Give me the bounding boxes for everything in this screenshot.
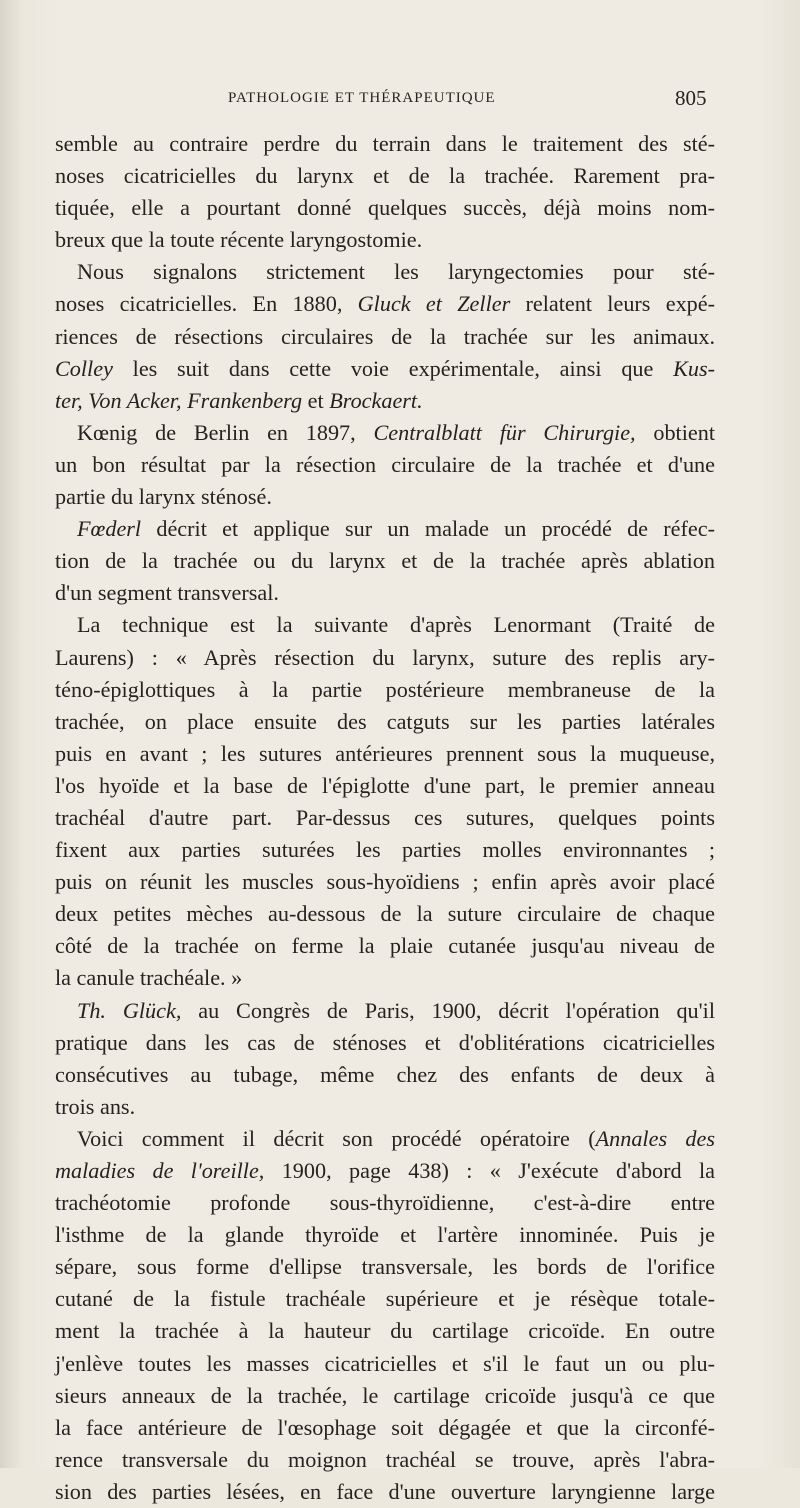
text-line xyxy=(55,1476,715,1508)
text-run: sieurs anneaux de la trachée, le cartilage cricoïde jusqu'à ce que xyxy=(55,1382,715,1408)
text-line xyxy=(55,1155,715,1187)
italic-text: maladies de l'oreille, xyxy=(55,1158,265,1183)
text-run: les suit dans cette voie expérimentale, ainsi que xyxy=(112,355,674,381)
text-line xyxy=(55,898,715,930)
text-line xyxy=(55,1348,715,1380)
text-line xyxy=(55,1251,715,1283)
text-run: puis on réunit les muscles sous-hyoïdiens ; enfin après avoir placé xyxy=(55,869,715,895)
text-line xyxy=(55,160,715,192)
text-run: j'enlève toutes les masses cicatricielles et s'il le faut un ou plu- xyxy=(55,1350,715,1376)
page-number: 805 xyxy=(675,86,707,110)
text-run: fixent aux parties suturées les parties molles environnantes ; xyxy=(55,837,715,863)
text-run: d'un segment transversal. xyxy=(55,580,279,606)
text-line xyxy=(55,642,715,674)
text-line xyxy=(55,1444,715,1476)
text-run: sion des parties lésées, en face d'une ouverture laryngienne large xyxy=(55,1478,715,1504)
italic-text: Centralblatt für Chirurgie, xyxy=(373,419,636,445)
text-run: Laurens) : « Après résection du larynx, suture des replis ary- xyxy=(55,644,715,670)
italic-text: Kus- xyxy=(673,355,715,381)
text-line xyxy=(55,770,715,802)
text-run: et xyxy=(302,387,330,413)
text-line xyxy=(55,1091,715,1123)
text-run: ment la trachée à la hauteur du cartilage cricoïde. En outre xyxy=(55,1318,715,1344)
running-title: PATHOLOGIE ET THÉRAPEUTIQUE xyxy=(228,90,496,106)
text-run: cutané de la fistule trachéale supérieure et je résèque totale- xyxy=(55,1286,715,1312)
text-line xyxy=(55,995,715,1027)
text-run: noses cicatricielles. En 1880, xyxy=(55,291,358,317)
text-run: au Congrès de Paris, 1900, décrit l'opération qu'il xyxy=(181,997,715,1023)
italic-text: Brockaert. xyxy=(329,387,423,413)
text-line xyxy=(55,674,715,706)
text-run: téno-épiglottiques à la partie postérieure membraneuse de la xyxy=(55,676,715,702)
text-line xyxy=(55,1219,715,1251)
text-run: trois ans. xyxy=(55,1093,136,1119)
text-line xyxy=(55,738,715,770)
text-run: trachéal d'autre part. Par-dessus ces sutures, quelques points xyxy=(55,804,715,830)
text-run: tion de la trachée ou du larynx et de la trachée après ablation xyxy=(55,548,715,574)
text-line xyxy=(55,353,715,385)
text-line xyxy=(55,545,715,577)
text-line xyxy=(55,385,715,417)
text-line xyxy=(55,1412,715,1444)
text-line xyxy=(55,609,715,641)
text-run: la canule trachéale. » xyxy=(55,965,243,991)
italic-text: Annales des xyxy=(595,1125,715,1151)
italic-text: Th. Glück, xyxy=(77,997,182,1023)
text-line xyxy=(55,1027,715,1059)
text-run: consécutives au tubage, même chez des enfants de deux à xyxy=(55,1061,715,1087)
text-run: breux que la toute récente laryngostomie. xyxy=(55,227,423,253)
text-line xyxy=(55,706,715,738)
text-line xyxy=(55,224,715,256)
text-run: côté de la trachée on ferme la plaie cutanée jusqu'au niveau de xyxy=(55,933,715,959)
text-run: Voici comment il décrit son procédé opératoire ( xyxy=(77,1125,596,1151)
text-run: Kœnig de Berlin en 1897, xyxy=(77,419,374,445)
text-line xyxy=(55,481,715,513)
italic-text: ter, Von Acker, Frankenberg xyxy=(55,387,303,413)
text-run: un bon résultat par la résection circulaire de la trachée et d'une xyxy=(55,451,715,477)
text-line xyxy=(55,866,715,898)
text-line xyxy=(55,449,715,481)
page-header xyxy=(0,86,800,118)
text-run: relatent leurs expé- xyxy=(510,291,715,317)
text-line xyxy=(55,256,715,288)
text-line xyxy=(55,192,715,224)
text-run: semble au contraire perdre du terrain dans le traitement des sté- xyxy=(55,131,715,156)
text-run: l'isthme de la glande thyroïde et l'artère innominée. Puis je xyxy=(55,1222,715,1248)
text-run: Nous signalons strictement les laryngectomies pour sté- xyxy=(77,259,715,285)
text-run: rence transversale du moignon trachéal se trouve, après l'abra- xyxy=(55,1446,715,1472)
text-line xyxy=(55,1059,715,1091)
text-run: trachée, on place ensuite des catguts sur les parties latérales xyxy=(55,708,715,734)
text-line xyxy=(55,930,715,962)
text-run: deux petites mèches au-dessous de la suture circulaire de chaque xyxy=(55,901,715,927)
italic-text: Gluck et Zeller xyxy=(357,291,511,317)
text-run: la face antérieure de l'œsophage soit dégagée et que la circonfé- xyxy=(55,1414,715,1440)
text-run: trachéotomie profonde sous-thyroïdienne, c'est-à-dire entre xyxy=(55,1190,715,1216)
text-line xyxy=(55,128,715,160)
text-run: puis en avant ; les sutures antérieures prennent sous la muqueuse, xyxy=(55,740,715,766)
text-run: obtient xyxy=(635,419,715,445)
text-line xyxy=(55,834,715,866)
body-text xyxy=(55,128,715,1508)
text-run: l'os hyoïde et la base de l'épiglotte d'une part, le premier anneau xyxy=(55,772,715,798)
text-line xyxy=(55,962,715,994)
text-line xyxy=(55,1315,715,1347)
text-run: 1900, page 438) : « J'exécute d'abord la xyxy=(264,1158,715,1183)
text-run: pratique dans les cas de sténoses et d'oblitérations cicatricielles xyxy=(55,1029,715,1055)
text-line xyxy=(55,288,715,320)
text-run: tiquée, elle a pourtant donné quelques succès, déjà moins nom- xyxy=(55,195,715,221)
text-run: riences de résections circulaires de la trachée sur les animaux. xyxy=(55,323,715,349)
text-run: sépare, sous forme d'ellipse transversale, les bords de l'orifice xyxy=(55,1254,715,1280)
text-run: La technique est la suivante d'après Lenormant (Traité de xyxy=(77,612,715,638)
text-line xyxy=(55,577,715,609)
text-line xyxy=(55,1187,715,1219)
text-line xyxy=(55,1380,715,1412)
text-line xyxy=(55,802,715,834)
text-line xyxy=(55,513,715,545)
text-line xyxy=(55,1283,715,1315)
italic-text: Colley xyxy=(55,355,113,381)
text-line xyxy=(55,321,715,353)
italic-text: Fœderl xyxy=(77,516,142,542)
text-line xyxy=(55,417,715,449)
text-run: décrit et applique sur un malade un procédé de réfec- xyxy=(141,516,715,542)
text-run: partie du larynx sténosé. xyxy=(55,484,272,510)
text-line xyxy=(55,1123,715,1155)
text-run: noses cicatricielles du larynx et de la trachée. Rarement pra- xyxy=(55,163,715,189)
